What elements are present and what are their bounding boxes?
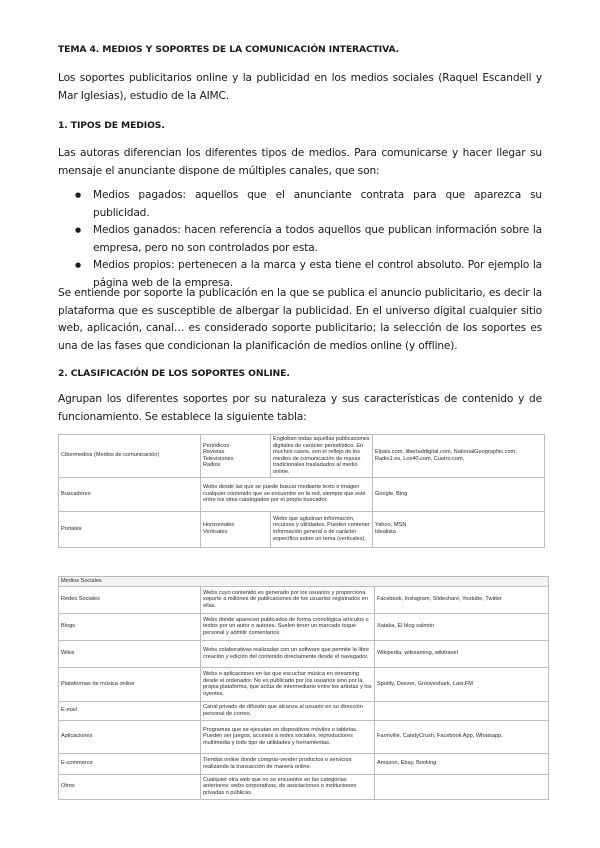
bullet-paid-media: ● Medios pagados: aquellos que el anunciante contrata para que aparezca su publicidad. bbox=[78, 187, 542, 222]
table-cell bbox=[375, 774, 549, 799]
table-cell: Facebook, Instagram, Slideshare, Youtube, Twitter bbox=[375, 586, 549, 613]
table-cell: Amazon, Ebay, Booking bbox=[375, 753, 549, 774]
section-1-paragraph: Las autoras diferencian los diferentes tipos de medios. Para comunicarse y hacer llegar su mensaje el anunciante dispone de múltiples canales, que son: bbox=[58, 147, 542, 177]
media-types-list bbox=[78, 187, 542, 292]
table-cell: Wikipedia, wikisaming, wikitravel bbox=[375, 640, 549, 667]
table-row bbox=[59, 613, 549, 640]
table-cell: Cualquier otra web que no se encuentre en las categorías anteriores: webs corporativas, de asociaciones o instituciones privadas o públicas. bbox=[201, 774, 375, 799]
table-cell: Webs o aplicaciones en las que escuchar música en streaming desde el ordenador. No es publicado por los usuarios sino por la propia plataforma, que actúa de intermediario entre los artistas y los oyentes. bbox=[201, 667, 375, 701]
table-cell: Cibermedios (Medios de comunicación) bbox=[59, 435, 201, 478]
table-cell: Farmville, CandyCrush, Facebook App, Whatsapp. bbox=[375, 720, 549, 753]
table-cell: Programas que se ejecutan en dispositivos móviles o tabletas. Pueden ser juegos, accesos a redes sociales, reproductores multimedia y todo tipo de utilidades y herramientas. bbox=[201, 720, 375, 753]
table-cell: Buscadores bbox=[59, 477, 201, 511]
section-2-heading: 2. CLASIFICACIÓN DE LOS SOPORTES ONLINE. bbox=[58, 368, 290, 379]
table-row bbox=[59, 667, 549, 701]
table-cell: Yahoo, MSN Idealista bbox=[373, 511, 545, 547]
table-row bbox=[59, 720, 549, 753]
table-cell: Periódicos Revistas Televisiones Radios bbox=[201, 435, 271, 478]
intro-paragraph: Los soportes publicitarios online y la publicidad en los medios sociales (Raquel Escandell y Mar Iglesias), estudio de la AIMC. bbox=[58, 72, 542, 102]
table-cell: Wikis bbox=[59, 640, 201, 667]
table-cell: Otros bbox=[59, 774, 201, 799]
table-row bbox=[59, 511, 545, 547]
table-cell: Webs donde aparecen publicados de forma cronológica artículos o textos por un autor o autores. Suelen tener un marcado toque personal y admitir comentarios. bbox=[201, 613, 375, 640]
table-cell: Spotify, Deezer, Grooveshark, Last.FM bbox=[375, 667, 549, 701]
section-2-paragraph: Agrupan los diferentes soportes por su naturaleza y sus características de contenido y de funcionamiento. Se establece la siguiente tabla: bbox=[58, 393, 542, 423]
table-cell: Plataformas de música online bbox=[59, 667, 201, 701]
table-cell: Aplicaciones bbox=[59, 720, 201, 753]
section-1-paragraph-2: Se entiende por soporte la publicación en la que se publica el anuncio publicitario, es decir la plataforma que es susceptible de albergar la publicidad. En el universo digital cualquier sitio web, aplicación, canal… es considerado soporte publicitario; la selección de los soportes es una de las fases que condicionan la planificación de medios online (y offline). bbox=[58, 287, 542, 352]
table-cell: Redes Sociales bbox=[59, 586, 201, 613]
table-row bbox=[59, 477, 545, 511]
table-cell: E-commerce bbox=[59, 753, 201, 774]
social-media-table bbox=[58, 576, 549, 800]
table-cell: Webs que aglutinan información, recursos y utilidades. Pueden contener información general o de carácter específico sobre un tema (verticales). bbox=[271, 511, 373, 547]
table-cell: E-mail bbox=[59, 701, 201, 720]
table-cell: Engloban todas aquellas publicaciones digitales de carácter periodístico. En muchos casos, son el reflejo de los medios de comunicación de masas tradicionales trasladados al medio online. bbox=[271, 435, 373, 478]
document-title: TEMA 4. MEDIOS Y SOPORTES DE LA COMUNICACIÓN INTERACTIVA. bbox=[58, 44, 400, 55]
table-row bbox=[59, 774, 549, 799]
table-cell: Webs cuyo contenido es generado por los usuarios y proporciona soporte a millones de publicaciones de los usuarios registrados en ellas. bbox=[201, 586, 375, 613]
bullet-earned-media: ● Medios ganados: hacen referencia a todos aquellos que publican información sobre la empresa, pero no son controlados por esta. bbox=[78, 222, 542, 257]
table-cell: Blogs bbox=[59, 613, 201, 640]
table-cell: Webs desde las que se puede buscar mediante texto o imagen cualquier contenido que se encuentre en la red, siempre que esté entre los sites catalogados por el propio buscador. bbox=[201, 477, 373, 511]
table-section-row bbox=[59, 577, 549, 587]
table-cell: Canal privado de difusión que alcanza al usuario en su dirección personal de correo. bbox=[201, 701, 375, 720]
table-cell: Xataka, El blog salmón bbox=[375, 613, 549, 640]
table-row bbox=[59, 435, 545, 478]
table-section-label: Medios Sociales bbox=[59, 577, 549, 587]
table-cell: Elpais.com, libertaddigital.com, NationalGeographic.com, Radio1.es, Los40.com, Cuatro.com, bbox=[373, 435, 545, 478]
table-row bbox=[59, 701, 549, 720]
table-cell: Webs colaborativas realizadas con un software que permite la libre creación y edición del contenido directamente desde el navegador. bbox=[201, 640, 375, 667]
table-row bbox=[59, 753, 549, 774]
table-cell: Tiendas online donde comprar-vender productos o servicios realizando la transacción de manera online. bbox=[201, 753, 375, 774]
table-row bbox=[59, 586, 549, 613]
bullet-owned-media: ● Medios propios: pertenecen a la marca y esta tiene el control absoluto. Por ejemplo la página web de la empresa. bbox=[78, 257, 542, 292]
table-cell: Google, Bing bbox=[373, 477, 545, 511]
table-cell: Horizontales Verticales bbox=[201, 511, 271, 547]
table-cell bbox=[375, 701, 549, 720]
table-cell: Portales bbox=[59, 511, 201, 547]
media-table-1 bbox=[58, 434, 545, 548]
section-1-heading: 1. TIPOS DE MEDIOS. bbox=[58, 120, 165, 131]
table-row bbox=[59, 640, 549, 667]
